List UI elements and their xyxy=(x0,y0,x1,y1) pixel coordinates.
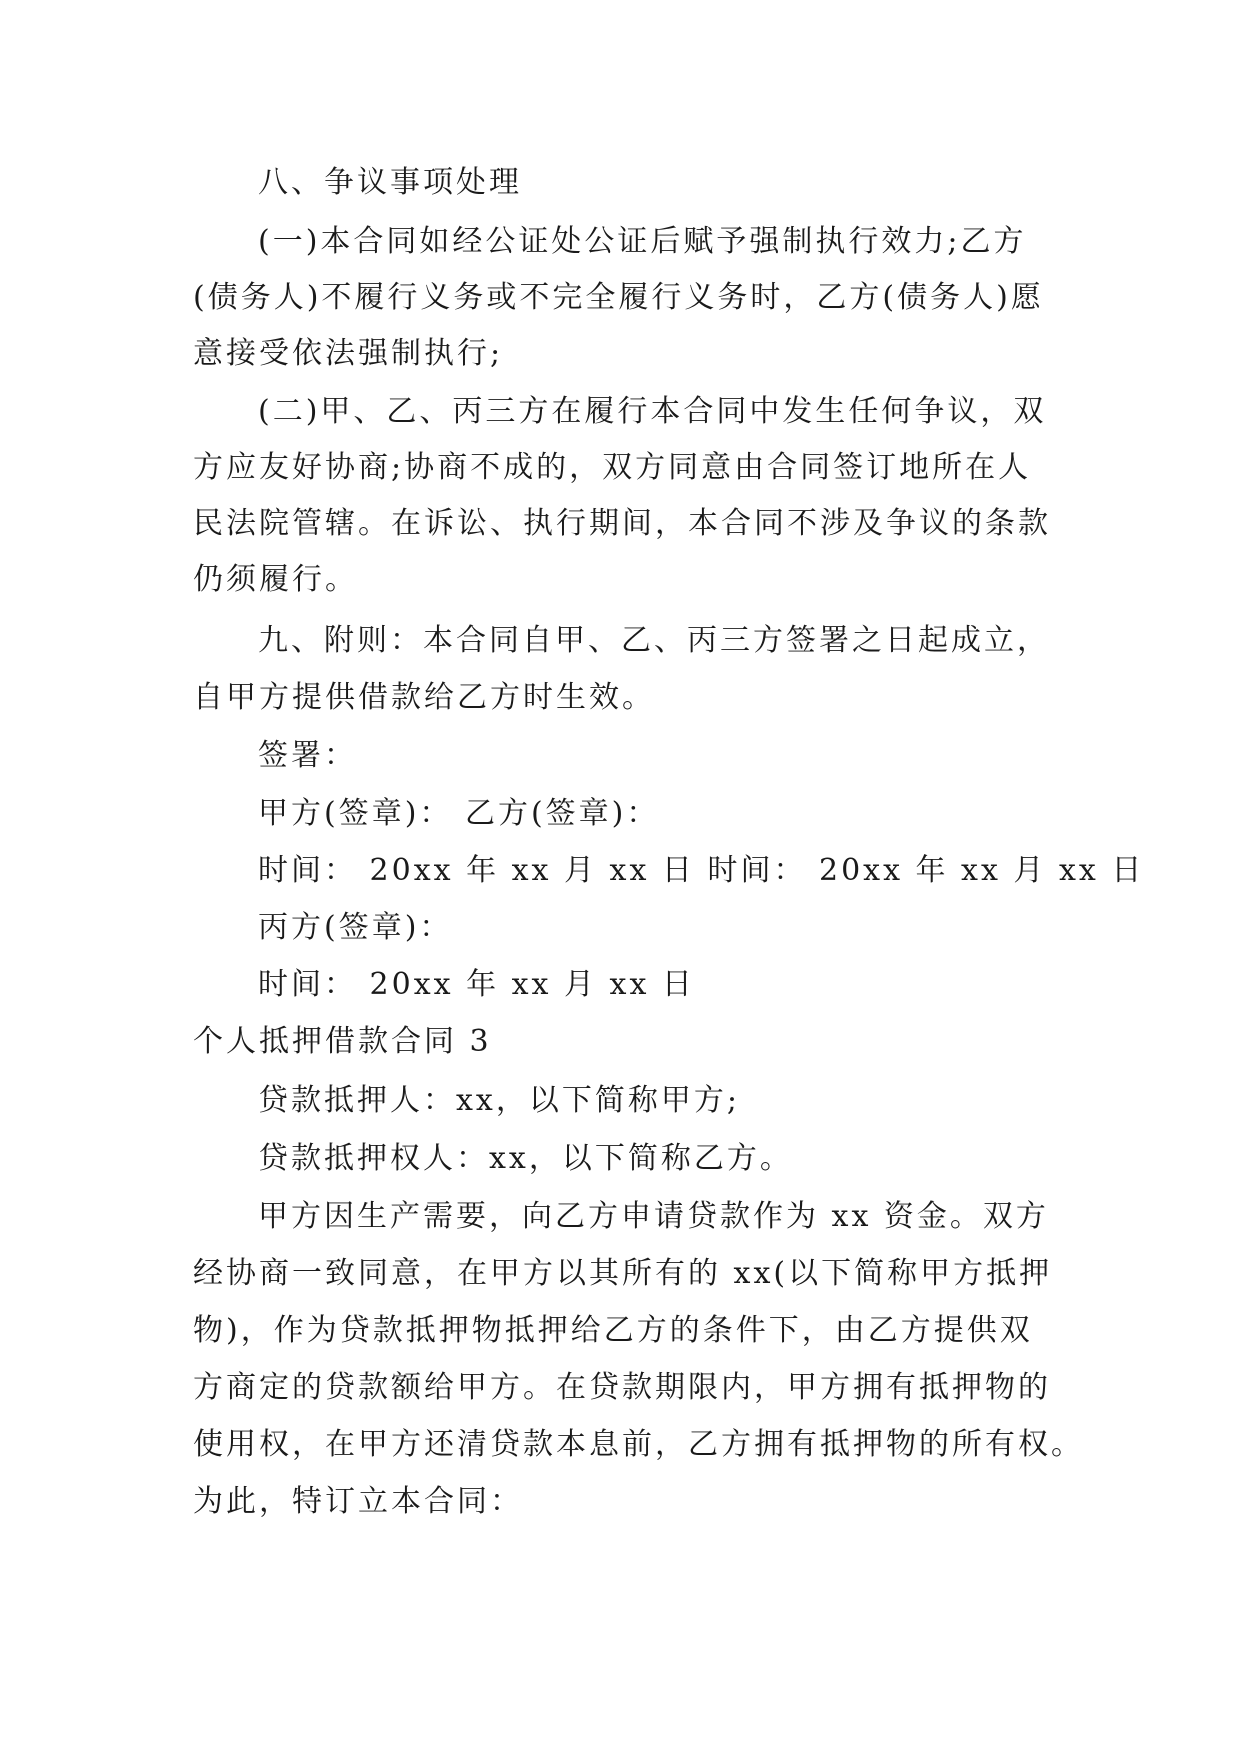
signature-date-line: 时间： 20xx 年 xx 月 xx 日 时间： 20xx 年 xx 月 xx 日 xyxy=(258,853,1145,888)
mortgagee-line: 贷款抵押权人：xx，以下简称乙方。 xyxy=(258,1141,793,1176)
paragraph-line: 意接受依法强制执行; xyxy=(193,336,504,371)
signature-date-line: 时间： 20xx 年 xx 月 xx 日 xyxy=(258,967,695,1002)
signature-party-c: 丙方(签章)： xyxy=(258,910,453,945)
section-heading-appendix: 九、附则：本合同自甲、乙、丙三方签署之日起成立， xyxy=(258,623,1050,658)
paragraph-line: 自甲方提供借款给乙方时生效。 xyxy=(193,680,655,715)
contract-title: 个人抵押借款合同 3 xyxy=(193,1024,492,1059)
mortgagor-line: 贷款抵押人：xx，以下简称甲方; xyxy=(258,1083,740,1118)
paragraph-line: (二)甲、乙、丙三方在履行本合同中发生任何争议，双 xyxy=(258,394,1047,429)
paragraph-line: 经协商一致同意，在甲方以其所有的 xx(以下简称甲方抵押 xyxy=(193,1256,1053,1291)
paragraph-line: 仍须履行。 xyxy=(193,562,358,597)
paragraph-line: 甲方因生产需要，向乙方申请贷款作为 xx 资金。双方 xyxy=(258,1199,1049,1234)
section-heading-dispute: 八、争议事项处理 xyxy=(258,165,522,200)
signature-label: 签署： xyxy=(258,738,357,773)
paragraph-line: 方应友好协商;协商不成的，双方同意由合同签订地所在人 xyxy=(193,450,1032,485)
paragraph-line: 使用权，在甲方还清贷款本息前，乙方拥有抵押物的所有权。 xyxy=(193,1427,1084,1462)
paragraph-line: 民法院管辖。在诉讼、执行期间，本合同不涉及争议的条款 xyxy=(193,506,1051,541)
paragraph-line: 方商定的贷款额给甲方。在贷款期限内，甲方拥有抵押物的 xyxy=(193,1370,1051,1405)
paragraph-line: 物)，作为贷款抵押物抵押给乙方的条件下，由乙方提供双 xyxy=(193,1313,1033,1348)
paragraph-line: 为此，特订立本合同： xyxy=(193,1484,523,1519)
paragraph-line: (债务人)不履行义务或不完全履行义务时，乙方(债务人)愿 xyxy=(193,280,1044,315)
paragraph-line: (一)本合同如经公证处公证后赋予强制执行效力;乙方 xyxy=(258,224,1027,259)
signature-parties-line: 甲方(签章)： 乙方(签章)： xyxy=(258,796,660,831)
